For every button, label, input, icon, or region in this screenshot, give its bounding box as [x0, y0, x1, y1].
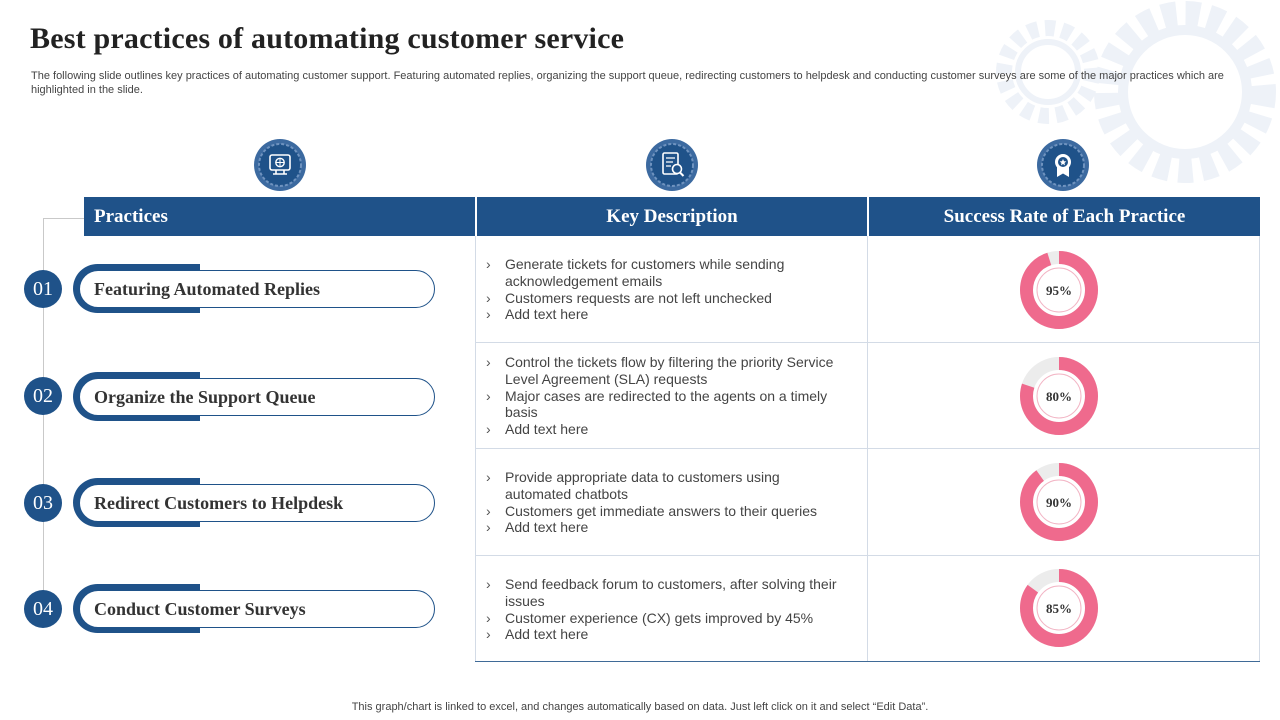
column-header-success-rate: Success Rate of Each Practice — [867, 197, 1260, 236]
step-number: 03 — [24, 484, 62, 522]
donut-label: 95% — [1046, 283, 1072, 298]
success-rate-donut — [1020, 569, 1098, 647]
description-item: › Generate tickets for customers while sending acknowledgement emails — [484, 256, 844, 290]
step-number: 02 — [24, 377, 62, 415]
step-number: 04 — [24, 590, 62, 628]
ai-brain-icon — [253, 138, 307, 192]
description-item: › Customer experience (CX) gets improved by 45% — [484, 610, 844, 627]
footer-note: This graph/chart is linked to excel, and changes automatically based on data. Just left click on it and select “Edit Data”. — [351, 701, 929, 713]
donut-label: 80% — [1046, 389, 1072, 404]
description-item: › Major cases are redirected to the agents on a timely basis — [484, 388, 844, 422]
award-badge-icon — [1036, 138, 1090, 192]
description-item: › Add text here — [484, 421, 844, 438]
column-header-description: Key Description — [475, 197, 867, 236]
description-list — [484, 256, 844, 323]
success-rate-donut — [1020, 357, 1098, 435]
page-title: Best practices of automating customer service — [30, 22, 625, 55]
table-header — [84, 197, 1260, 236]
grid-line — [475, 555, 1260, 556]
description-item: › Add text here — [484, 626, 844, 643]
success-rate-donut — [1020, 463, 1098, 541]
description-list — [484, 576, 844, 643]
document-search-icon — [645, 138, 699, 192]
practice-label: Featuring Automated Replies — [79, 270, 435, 308]
grid-line — [475, 448, 1260, 449]
column-header-practices: Practices — [84, 197, 475, 236]
description-item: › Control the tickets flow by filtering the priority Service Level Agreement (SLA) requests — [484, 354, 844, 388]
description-item: › Send feedback forum to customers, after solving their issues — [484, 576, 844, 610]
description-item: › Customers get immediate answers to their queries — [484, 503, 844, 520]
grid-line — [1259, 236, 1260, 662]
description-item: › Provide appropriate data to customers using automated chatbots — [484, 469, 844, 503]
practice-label: Conduct Customer Surveys — [79, 590, 435, 628]
description-item: › Add text here — [484, 306, 844, 323]
practice-label: Redirect Customers to Helpdesk — [79, 484, 435, 522]
donut-label: 85% — [1046, 601, 1072, 616]
description-list — [484, 469, 844, 536]
timeline-line — [43, 218, 84, 219]
donut-label: 90% — [1046, 495, 1072, 510]
success-rate-donut — [1020, 251, 1098, 329]
grid-line — [475, 342, 1260, 343]
step-number: 01 — [24, 270, 62, 308]
practice-label: Organize the Support Queue — [79, 378, 435, 416]
grid-line — [867, 236, 868, 662]
description-item: › Customers requests are not left unchecked — [484, 290, 844, 307]
grid-line — [475, 661, 1260, 662]
page-subtitle: The following slide outlines key practices of automating customer support. Featuring automated replies, organizing the support queue, redirecting customers to helpdesk and conducting customer surveys are some of the major practices which are highlighted in the slide. — [31, 70, 1224, 96]
grid-line — [475, 236, 476, 662]
description-list — [484, 354, 844, 438]
description-item: › Add text here — [484, 519, 844, 536]
